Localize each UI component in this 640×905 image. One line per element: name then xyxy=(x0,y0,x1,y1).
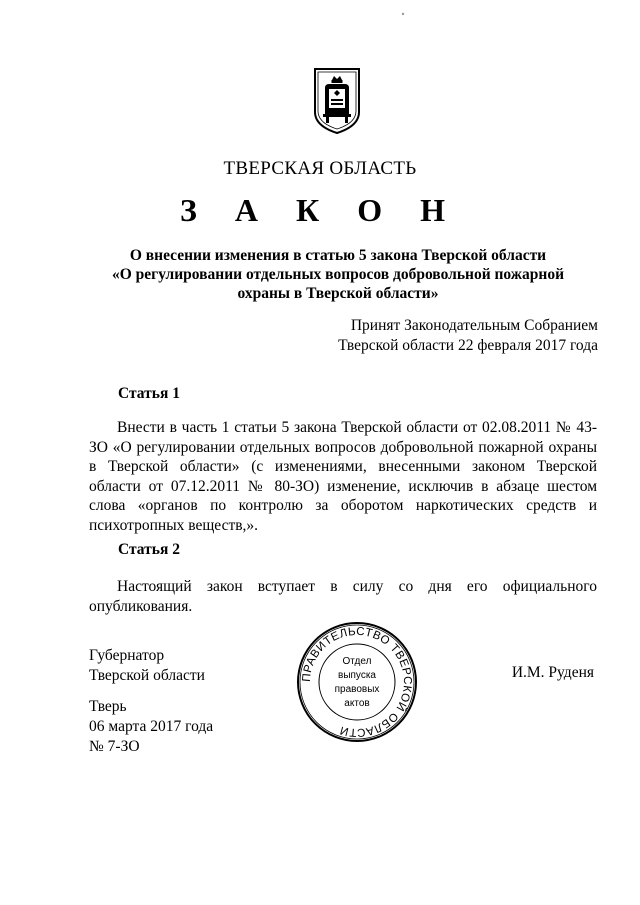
article-1-text: Внести в часть 1 статьи 5 закона Тверской области от 02.08.2011 № 43-ЗО «О регулировании отдельных вопросов добровольной пожарной охраны в Тверской области» (с изменениями, внесенными законом Тверской области от 07.12.2011 № 80-ЗО) изменение, исключив в абзаце шестом слова «органов по контролю за оборотом наркотических средств и психотропных веществ,». xyxy=(89,419,597,534)
document-type-title: З А К О Н xyxy=(180,192,460,228)
article-2-title: Статья 2 xyxy=(118,541,180,558)
law-number: № 7-ЗО xyxy=(89,738,140,755)
svg-text:ПРАВИТЕЛЬСТВО ТВЕРСКОЙ ОБЛАСТИ xyxy=(301,626,413,738)
city: Тверь xyxy=(89,698,127,715)
place-date-number xyxy=(89,697,213,757)
governor-name: И.М. Руденя xyxy=(511,664,594,681)
law-subject-line: О внесении изменения в статью 5 закона Тверской области xyxy=(129,247,547,264)
stamp-center-line: Отдел xyxy=(342,656,372,667)
governor-position-line: Тверской области xyxy=(89,667,205,684)
governor-position xyxy=(89,646,205,686)
region-name: ТВЕРСКАЯ ОБЛАСТЬ xyxy=(223,158,417,179)
governor-position-line: Губернатор xyxy=(89,647,165,664)
signing-date: 06 марта 2017 года xyxy=(89,718,214,735)
adoption-line: Тверской области 22 февраля 2017 года xyxy=(338,337,598,354)
stamp-center-line: правовых xyxy=(334,684,380,695)
stamp-ring-text: ПРАВИТЕЛЬСТВО ТВЕРСКОЙ ОБЛАСТИ xyxy=(300,625,414,739)
law-subject-line: «О регулировании отдельных вопросов добровольной пожарной xyxy=(111,266,565,283)
stamp-center-line: выпуска xyxy=(338,670,376,681)
law-subject-line: охраны в Тверской области» xyxy=(237,285,439,302)
official-stamp xyxy=(295,620,419,744)
law-subject xyxy=(70,246,606,303)
article-2-text: Настоящий закон вступает в силу со дня его официального опубликования. xyxy=(89,578,597,615)
article-1-title: Статья 1 xyxy=(118,385,180,402)
scan-mark xyxy=(401,12,405,16)
coat-of-arms-emblem xyxy=(312,66,362,136)
adoption-note xyxy=(338,316,598,356)
stamp-center-line: актов xyxy=(344,698,370,709)
adoption-line: Принят Законодательным Собранием xyxy=(350,317,598,334)
